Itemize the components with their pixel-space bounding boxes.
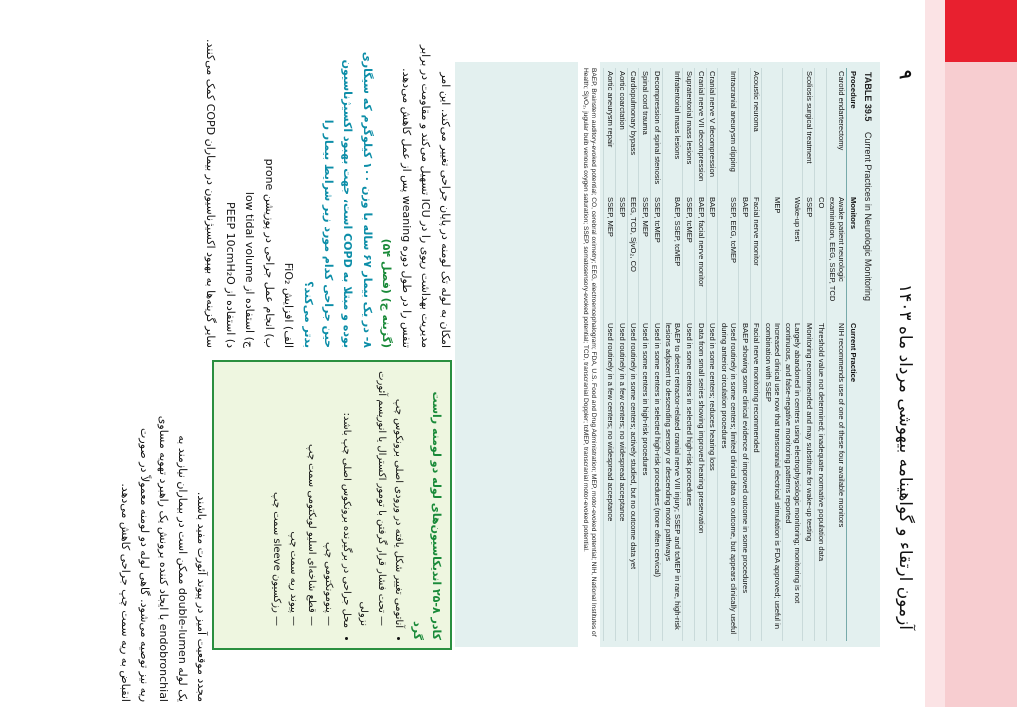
cell-monitors: BAEP: [706, 194, 718, 320]
cell-current-practice: Used routinely in some centers; actively studied, but no outcome data yet: [627, 320, 639, 641]
option-c: ج) استفاده از low tidal volume: [243, 191, 257, 348]
right-line-1: مجدد موقعیت آمیز در پیوند آئورت مفید باشند.: [195, 491, 208, 702]
cell-monitors: EEG, TCD, SjvO₂, CO: [627, 194, 639, 320]
cell-current-practice: Monitoring recommended and may substitute for wake-up testing: [803, 320, 815, 641]
cell-current-practice: Facial nerve monitoring recommended: [750, 320, 762, 641]
cell-monitors: CO: [814, 194, 826, 320]
table-row: [782, 68, 802, 641]
answer-line-3: تنفس را در طول دوره weaning پس از عمل کاهش می‌دهد.: [399, 68, 413, 348]
cell-procedure: Carotid endarterectomy: [826, 68, 846, 194]
option-a: الف) افزایش FiO₂: [282, 262, 296, 348]
box-dash-1-text: تحت فشار قرار گرفتن با تومور اکسترال یا انوریسم آئورت نزولی: [358, 371, 387, 626]
red-corner-tab: [945, 0, 1017, 62]
cell-current-practice: BAEP showing some clinical evidence of improved outcome in some procedures: [738, 320, 750, 641]
cell-current-practice: Used in some centers in selected high-risk procedures (more often cervical): [651, 320, 663, 641]
box-dash-5-text: رزکسیون sleeve سمت چپ: [271, 492, 282, 613]
question-8-line-3: حین جراحی کدام مورد زیر شرایط بیمار را: [321, 119, 335, 348]
cell-current-practice: Used in some centers in high-risk procedures: [639, 320, 651, 641]
cell-monitors: SSEP, MEP: [639, 194, 651, 320]
cell-procedure: Scoliosis surgical treatment: [803, 68, 815, 194]
cell-procedure: Supratentorial mass lesions: [683, 68, 695, 194]
table-label: TABLE 39.5: [863, 72, 873, 122]
box-bullet-1: • آناتومی تغییر شکل یافته در ورودی اصلی برونکوس چپ: [390, 370, 408, 628]
box-dash-2: — پنومونکتومی چپ: [323, 541, 335, 626]
table-row: [814, 68, 826, 641]
cell-procedure: [814, 68, 826, 194]
cell-procedure: [762, 68, 782, 194]
cell-monitors: SSEP, MEP: [604, 194, 616, 320]
monitoring-table: [603, 68, 860, 641]
col-current-practice: Current Practice: [847, 320, 861, 641]
table-row: [651, 68, 663, 641]
cell-current-practice: Largely abandoned in centers using electrophysiologic monitoring; monitoring is not continuous, and false-negative monitoring patterns reported: [782, 320, 802, 641]
cell-monitors: SSEP, tcMEP: [683, 194, 695, 320]
cell-current-practice: Threshold value not determined; inadequate normative population data: [814, 320, 826, 641]
cell-procedure: Aortic coarctation: [615, 68, 627, 194]
cell-procedure: Aortic aneurysm repair: [604, 68, 616, 194]
answer-line-1: امکان به لوله تک لومنه در پایان جراحی تغییر می‌کند. این امر: [439, 72, 452, 348]
right-column-text: [60, 362, 210, 702]
cell-current-practice: Increased clinical use now that transcranial electrical stimulation is FDA approved; useful in combination with SSEP: [762, 320, 782, 641]
answer-reference: (گزینه ج) (فصل ۵۴): [380, 238, 394, 348]
cell-monitors: SSEP, tcMEP: [651, 194, 663, 320]
cell-monitors: Facial nerve monitor: [750, 194, 762, 320]
option-d: د) استفاده از PEEP 10cmH₂O: [223, 202, 237, 348]
cell-procedure: Cranial nerve VII decompression: [694, 68, 706, 194]
table-row: [718, 68, 738, 641]
table-row: [639, 68, 651, 641]
right-line-4: ریه نیز توصیه می‌شود. گاهی لوله دو لومنه معمولاً در صورت: [138, 428, 152, 702]
right-line-3: endobronchial با ایجاد کننده برونش یک راهبرد تهویه مساوی: [157, 415, 171, 702]
table-row: [706, 68, 718, 641]
indications-box: [212, 360, 452, 650]
cell-current-practice: Used routinely in a few centers; no widespread acceptance: [604, 320, 616, 641]
box-bullet-2: • محل جراحی در برگیرنده برونکوس اصلی چپ باشد:: [338, 370, 356, 628]
table-row: [694, 68, 706, 641]
cell-procedure: Decompression of spinal stenosis: [651, 68, 663, 194]
right-line-5: انقباض به ریه سمت چپ جراحی کاهش می‌دهد.: [119, 483, 133, 702]
cell-procedure: Infratentorial mass lesions: [662, 68, 682, 194]
table-footnote: BAEP, Brainstem auditory-evoked potential; CO, cerebral oximetry; EEG, electroencephalogram; FDA, U.S. Food and Drug Administration; MEP, motor-evoked potential; NIH, National Institutes of Health; SjvO₂, jugular bulb venous oxygen saturation; SSEP, somatosensory-evoked potential; TCD, transcranial Doppler; tcMEP, transcranial motor-evoked potential.: [578, 62, 600, 647]
pink-edge: [945, 62, 1017, 707]
cell-procedure: Acoustic neuroma: [750, 68, 762, 194]
col-monitors: Monitors: [847, 194, 861, 320]
explanation-tail: سایر گزینه‌ها به بهبود اکسیژناسیون در بیماران COPD کمک می‌کنند.: [204, 39, 218, 348]
box-dash-2-text: پنومونکتومی چپ: [323, 541, 335, 613]
cell-monitors: BAEP, facial nerve monitor: [694, 194, 706, 320]
cell-monitors: Awake patient neurologic examination, EEG, SSEP, TCD: [826, 194, 846, 320]
table-caption: Current Practices in Neurologic Monitoring: [863, 131, 873, 301]
cell-current-practice: BAEP to detect retractor-related cranial nerve VIII injury; SSEP and tcMEP in rare, high-risk lesions adjacent to descending sensory or descending motor pathways: [662, 320, 682, 641]
cell-procedure: [738, 68, 750, 194]
right-line-2: یک لوله double-lumen ممکن است در بیماران نیازمند به: [176, 435, 190, 702]
cell-procedure: Intracranial aneurysm clipping: [718, 68, 738, 194]
cell-monitors: BAEP, SSEP, tcMEP: [662, 194, 682, 320]
table-row: [738, 68, 750, 641]
box-dash-3-text: قطع شاخه‌ای اسلیو لوبکتومی سمت چپ: [306, 444, 317, 613]
pink-strip: [925, 0, 945, 707]
question-8-line-2: بوده و مبتلا به COPD است، جهت بهبود اکسیژناسیون: [341, 59, 355, 348]
cell-procedure: [782, 68, 802, 194]
table-row: [750, 68, 762, 641]
col-procedure: Procedure: [847, 68, 861, 194]
box-heading: کادر ۸-۲۵ اندیکاسیون‌های لوله دو لومنه راست گرد: [410, 391, 443, 640]
cell-current-practice: Used routinely in a few centers; no widespread acceptance: [615, 320, 627, 641]
cell-procedure: Cardiopulmonary bypass: [627, 68, 639, 194]
question-8-line-1: ۸- در یک بیمار ۶۷ ساله با وزن ۱۰۰ کیلوگرم که سیگاری: [360, 51, 374, 348]
question-8-line-4: بدتر می‌کند؟: [301, 281, 315, 348]
table-row: [826, 68, 846, 641]
cell-monitors: MEP: [762, 194, 782, 320]
table-row: [627, 68, 639, 641]
cell-current-practice: Used routinely in some centers; limited clinical data on outcome, but appears clinically useful during anterior circulation procedures: [718, 320, 738, 641]
table-row: [762, 68, 782, 641]
table-row: [615, 68, 627, 641]
cell-current-practice: NIH recommends use of one of these four available monitors: [826, 320, 846, 641]
table-row: [803, 68, 815, 641]
cell-current-practice: Used in some centers; reduces hearing loss: [706, 320, 718, 641]
box-dash-3: — قطع شاخه‌ای اسلیو لوبکتومی سمت چپ: [306, 444, 317, 626]
box-dash-4-text: پیوند ریه سمت چپ: [288, 531, 300, 613]
running-head-rotated: [888, 70, 922, 630]
cell-current-practice: Data from small series showing improved hearing preservation: [694, 320, 706, 641]
cell-procedure: Cranial nerve V decompression: [706, 68, 718, 194]
page-number-text: ۹: [895, 70, 915, 80]
box-dash-1: — تحت فشار قرار گرفتن با تومور اکسترال یا انوریسم آئورت نزولی: [358, 371, 387, 626]
cell-monitors: SSEP: [803, 194, 815, 320]
table-row: [604, 68, 616, 641]
table-row: [683, 68, 695, 641]
cell-monitors: SSEP, EEG, tcMEP: [718, 194, 738, 320]
cell-monitors: Wake-up test: [782, 194, 802, 320]
cell-current-practice: Used in some centers in selected high-risk procedures: [683, 320, 695, 641]
table-39-5: [455, 62, 880, 647]
table-title: [860, 68, 876, 641]
cell-monitors: BAEP: [738, 194, 750, 320]
table-row: [662, 68, 682, 641]
option-b: ب) انجام عمل جراحی در پوزیشن prone: [262, 158, 276, 348]
box-dash-4: — پیوند ریه سمت چپ: [288, 531, 300, 626]
box-dash-5: — رزکسیون sleeve سمت چپ: [271, 492, 282, 626]
cell-monitors: SSEP: [615, 194, 627, 320]
left-column-text: [60, 38, 455, 348]
running-head-title-text: آزمون ارتقاء و گواهینامه بیهوشی مرداد ماه ۱۴۰۳: [895, 284, 915, 630]
answer-line-2: مدیریت بهداشت ریوی را در ICU تسهیل می‌کند و مقاومت در برابر: [419, 45, 433, 348]
cell-procedure: Spinal cord trauma: [639, 68, 651, 194]
box-8-25: [212, 360, 452, 650]
